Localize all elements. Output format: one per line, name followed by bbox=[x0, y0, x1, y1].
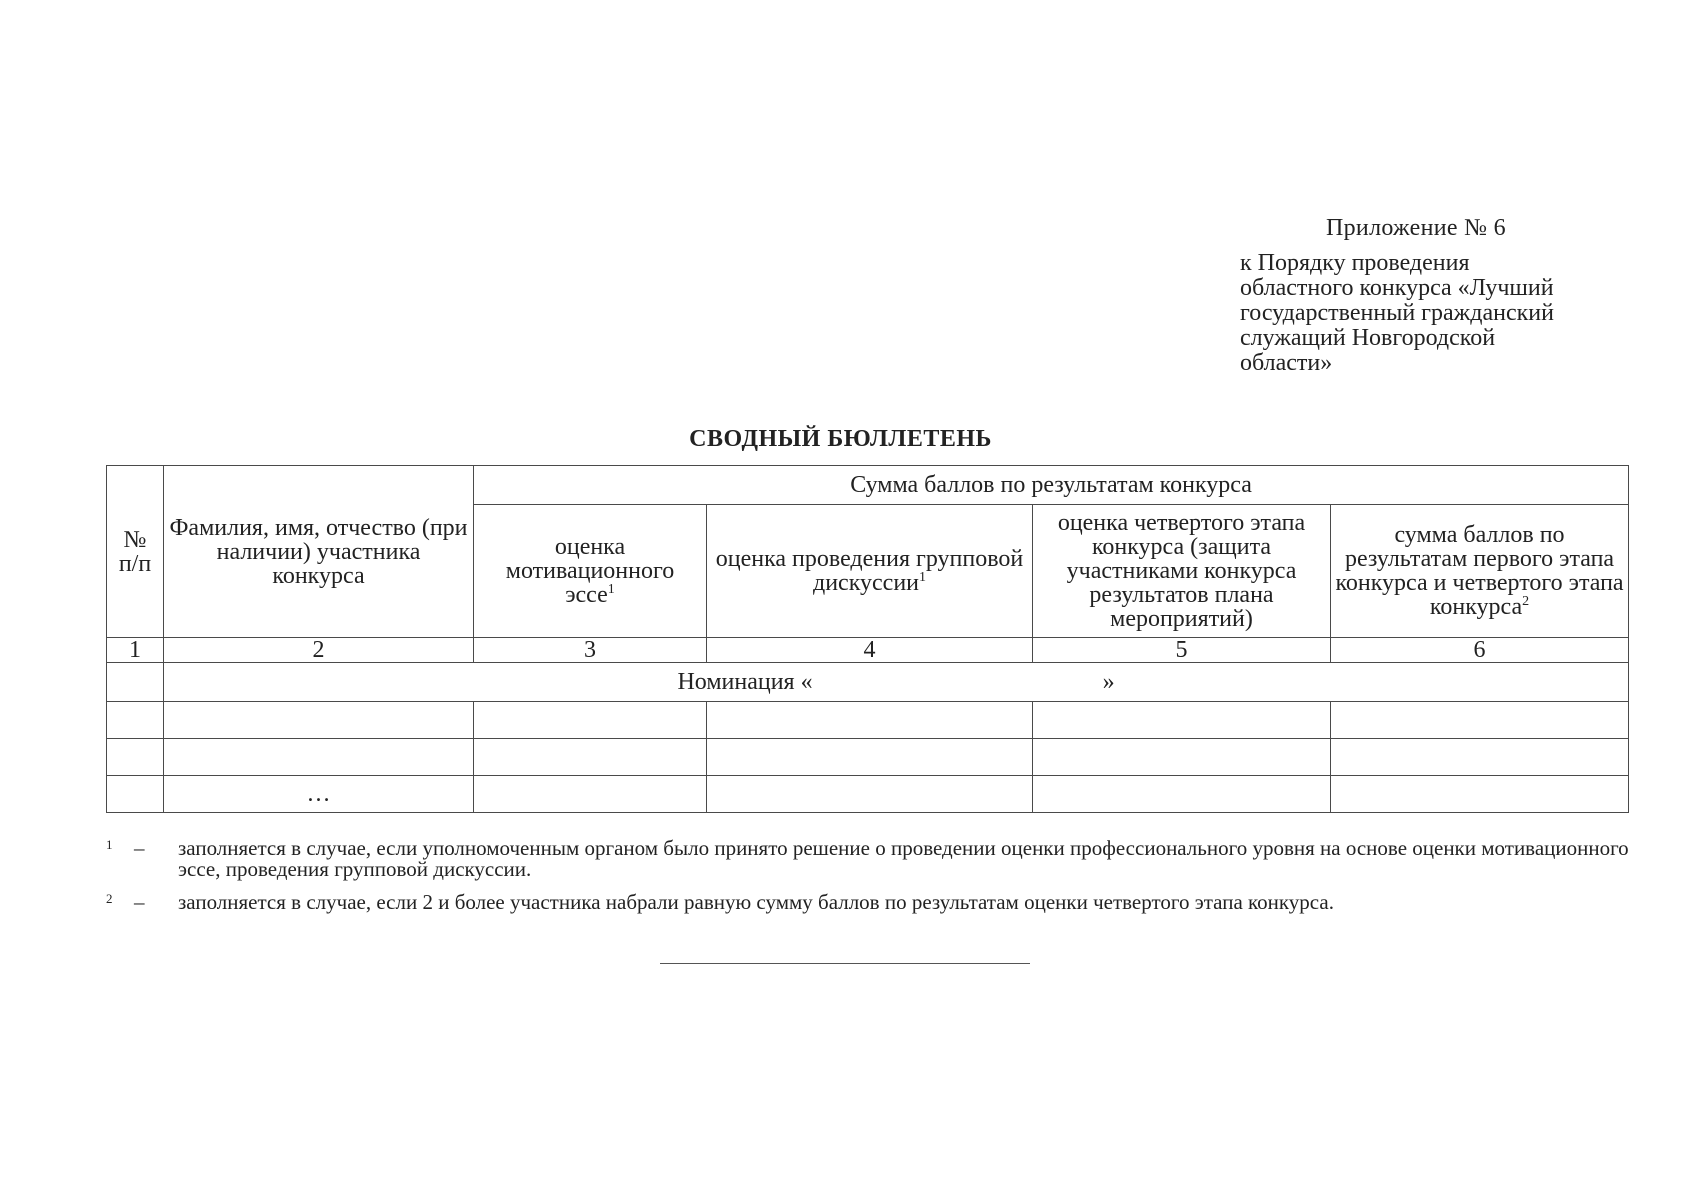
end-divider-line bbox=[660, 963, 1030, 964]
column-number: 5 bbox=[1033, 638, 1331, 663]
ellipsis-cell: … bbox=[164, 776, 474, 813]
header-number: № п/п bbox=[107, 466, 164, 638]
column-number: 6 bbox=[1331, 638, 1629, 663]
column-number: 2 bbox=[164, 638, 474, 663]
table-cell bbox=[1331, 702, 1629, 739]
header-total-label: сумма баллов по результатам первого этапа конкурса и четвертого этапа конкурса bbox=[1335, 522, 1624, 620]
nomination-cell bbox=[164, 663, 1629, 702]
table-cell bbox=[107, 776, 164, 813]
column-number: 1 bbox=[107, 638, 164, 663]
appendix-title: Приложение № 6 bbox=[1326, 215, 1506, 241]
footnote-mark: 1 bbox=[106, 837, 113, 852]
header-total-score bbox=[1331, 505, 1629, 638]
nomination-row bbox=[107, 663, 1629, 702]
summary-ballot-table bbox=[106, 465, 1629, 813]
table-cell bbox=[1331, 776, 1629, 813]
footnote-ref-2: 2 bbox=[1522, 594, 1530, 609]
table-cell bbox=[1033, 739, 1331, 776]
table-cell bbox=[164, 702, 474, 739]
header-stage4-score: оценка четвертого этапа конкурса (защита участниками конкурса результатов плана мероприятий) bbox=[1033, 505, 1331, 638]
table-cell bbox=[707, 739, 1033, 776]
table-cell bbox=[1033, 702, 1331, 739]
table-cell bbox=[164, 739, 474, 776]
footnote-ref-1: 1 bbox=[607, 582, 615, 597]
footnote-dash: – bbox=[134, 836, 145, 860]
appendix-reference: к Порядку проведения областного конкурса «Лучший государственный гражданский служащий Новгородской области» bbox=[1240, 250, 1554, 376]
table-cell bbox=[707, 776, 1033, 813]
footnote-text: заполняется в случае, если 2 и более участника набрали равную сумму баллов по результатам оценки четвертого этапа конкурса. bbox=[178, 890, 1334, 914]
table-cell bbox=[107, 663, 164, 702]
table-cell bbox=[474, 776, 707, 813]
table-cell bbox=[707, 702, 1033, 739]
header-essay-label: оценка мотивационного эссе bbox=[505, 534, 675, 608]
nomination-label: Номинация « bbox=[677, 669, 813, 695]
table-row bbox=[107, 776, 1629, 813]
header-full-name: Фамилия, имя, отчество (при наличии) участника конкурса bbox=[164, 466, 474, 638]
table-row bbox=[107, 702, 1629, 739]
footnote-mark: 2 bbox=[106, 891, 113, 906]
table-header-row bbox=[107, 466, 1629, 505]
table-cell bbox=[1331, 739, 1629, 776]
table-cell bbox=[1033, 776, 1331, 813]
header-score-group: Сумма баллов по результатам конкурса bbox=[474, 466, 1629, 505]
column-number: 3 bbox=[474, 638, 707, 663]
footnote bbox=[106, 892, 1636, 913]
header-discussion-label: оценка проведения групповой дискуссии bbox=[715, 546, 1024, 596]
column-number-row bbox=[107, 638, 1629, 663]
table-cell bbox=[107, 702, 164, 739]
footnote bbox=[106, 838, 1636, 880]
table-cell bbox=[474, 739, 707, 776]
table-cell bbox=[107, 739, 164, 776]
column-number: 4 bbox=[707, 638, 1033, 663]
header-essay-score bbox=[474, 505, 707, 638]
table-row bbox=[107, 739, 1629, 776]
document-title: СВОДНЫЙ БЮЛЛЕТЕНЬ bbox=[689, 426, 992, 452]
header-discussion-score bbox=[707, 505, 1033, 638]
nomination-close-quote: » bbox=[1102, 669, 1115, 695]
footnotes bbox=[106, 838, 1636, 925]
appendix-block bbox=[1240, 216, 1620, 376]
footnote-ref-1: 1 bbox=[919, 570, 927, 585]
footnote-dash: – bbox=[134, 890, 145, 914]
table-cell bbox=[474, 702, 707, 739]
footnote-text: заполняется в случае, если уполномоченным органом было принято решение о проведении оценки профессионального уровня на основе оценки мотивационного эссе, проведения групповой дискуссии. bbox=[178, 836, 1629, 881]
